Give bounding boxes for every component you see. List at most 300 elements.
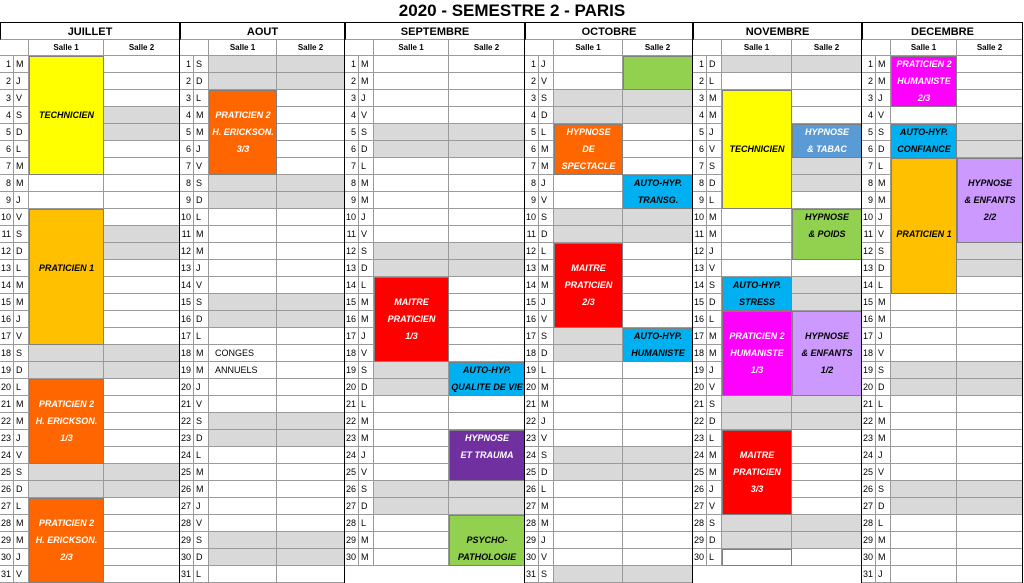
room-1-slot[interactable] [554,73,623,90]
room-2-slot[interactable] [277,141,345,158]
room-1-slot[interactable] [554,328,623,345]
room-2-slot[interactable] [277,464,345,481]
room-2-slot[interactable] [104,260,180,277]
room-1-slot[interactable] [209,209,277,226]
room-1-slot[interactable] [554,226,623,243]
room-1-slot[interactable] [209,430,277,447]
room-1-slot[interactable] [209,379,277,396]
room-2-slot[interactable] [957,243,1023,260]
room-1-slot[interactable] [374,447,449,464]
room-2-slot[interactable] [957,498,1023,515]
room-1-slot[interactable] [374,549,449,566]
room-2-slot[interactable] [277,311,345,328]
room-1-slot[interactable] [374,226,449,243]
room-2-slot[interactable] [449,413,525,430]
room-2-slot[interactable] [449,481,525,498]
day-letter: J [539,413,554,430]
room-2-slot[interactable] [449,124,525,141]
room-2-slot[interactable] [449,226,525,243]
day-number: 10 [862,209,876,226]
room-2-slot[interactable] [623,549,693,566]
room-1-slot[interactable] [891,498,957,515]
room-2-slot[interactable] [277,192,345,209]
room-2-slot[interactable] [104,175,180,192]
room-2-slot[interactable] [623,566,693,583]
room-1-slot[interactable] [891,379,957,396]
room-2-slot[interactable] [104,413,180,430]
room-2-slot[interactable] [792,430,862,447]
room-1-slot[interactable] [891,396,957,413]
room-2-slot[interactable] [792,192,862,209]
room-2-slot[interactable] [792,447,862,464]
room-2-slot[interactable] [957,124,1023,141]
room-1-slot[interactable] [209,294,277,311]
room-2-slot[interactable] [957,328,1023,345]
room-2-slot[interactable] [957,447,1023,464]
room-1-slot[interactable] [209,515,277,532]
room-2-slot[interactable] [792,90,862,107]
room-2-slot[interactable] [792,73,862,90]
room-1-slot[interactable] [554,481,623,498]
room-2-slot[interactable] [277,56,345,73]
room-1-slot[interactable] [209,532,277,549]
room-1-slot[interactable] [891,430,957,447]
room-2-slot[interactable] [623,464,693,481]
room-2-slot[interactable] [104,311,180,328]
room-2-slot[interactable] [104,345,180,362]
room-1-slot[interactable] [891,345,957,362]
room-1-slot[interactable] [209,447,277,464]
room-1-slot[interactable] [374,464,449,481]
room-2-slot[interactable] [277,294,345,311]
room-1-slot[interactable] [374,430,449,447]
room-1-slot[interactable] [209,566,277,583]
room-1-slot[interactable] [374,124,449,141]
day-letter: D [194,311,209,328]
room-2-header: Salle 2 [957,40,1023,56]
room-2-slot[interactable] [277,328,345,345]
room-2-slot[interactable] [957,566,1023,583]
day-number: 14 [693,277,707,294]
room-1-slot[interactable] [374,175,449,192]
room-2-slot[interactable] [449,498,525,515]
room-2-slot[interactable] [104,294,180,311]
room-1-slot[interactable] [891,328,957,345]
room-1-slot[interactable] [891,447,957,464]
room-2-slot[interactable] [277,515,345,532]
room-2-slot[interactable] [623,447,693,464]
room-2-slot[interactable] [449,73,525,90]
room-2-slot[interactable] [104,430,180,447]
room-2-slot[interactable] [957,379,1023,396]
room-2-slot[interactable] [277,226,345,243]
room-2-slot[interactable] [957,73,1023,90]
day-letter: V [539,311,554,328]
room-2-slot[interactable] [449,107,525,124]
room-1-slot[interactable] [554,532,623,549]
room-2-slot[interactable] [449,260,525,277]
room-1-slot[interactable] [722,532,792,549]
room-1-slot[interactable] [554,396,623,413]
room-2-slot[interactable] [277,498,345,515]
room-2-slot[interactable] [957,413,1023,430]
event-block[interactable] [29,209,104,345]
room-2-slot[interactable] [104,158,180,175]
day-number: 12 [0,243,14,260]
room-2-slot[interactable] [449,311,525,328]
room-2-slot[interactable] [623,124,693,141]
room-2-slot[interactable] [957,311,1023,328]
room-1-slot[interactable] [722,226,792,243]
room-1-slot[interactable] [209,549,277,566]
room-2-slot[interactable] [623,515,693,532]
room-1-slot[interactable] [209,481,277,498]
day-letter: L [194,328,209,345]
room-1-slot[interactable] [374,498,449,515]
room-2-slot[interactable] [957,56,1023,73]
room-2-slot[interactable] [449,56,525,73]
room-2-slot[interactable] [449,345,525,362]
room-1-slot[interactable] [722,56,792,73]
room-2-slot[interactable] [104,192,180,209]
room-2-slot[interactable] [792,515,862,532]
room-2-slot[interactable] [104,447,180,464]
room-2-slot[interactable] [104,243,180,260]
room-2-slot[interactable] [449,158,525,175]
room-2-slot[interactable] [957,549,1023,566]
room-1-slot[interactable] [374,192,449,209]
day-number: 24 [862,447,876,464]
room-2-slot[interactable] [104,209,180,226]
room-2-slot[interactable] [277,345,345,362]
room-2-slot[interactable] [449,175,525,192]
room-2-slot[interactable] [623,243,693,260]
event-block[interactable] [722,549,792,566]
day-number: 28 [345,515,359,532]
room-2-slot[interactable] [277,90,345,107]
event-label: & ENFANTS [964,195,1016,205]
day-number: 27 [862,498,876,515]
day-number: 10 [0,209,14,226]
room-2-slot[interactable] [792,396,862,413]
room-1-slot[interactable] [29,175,104,192]
room-2-slot[interactable] [623,226,693,243]
room-2-slot[interactable] [277,379,345,396]
room-2-slot[interactable] [104,362,180,379]
room-2-slot[interactable] [792,464,862,481]
room-2-slot[interactable] [104,277,180,294]
room-1-slot[interactable] [209,175,277,192]
day-letter: L [707,311,722,328]
room-2-slot[interactable] [449,243,525,260]
room-1-slot[interactable] [554,549,623,566]
room-1-slot[interactable] [722,209,792,226]
month-separator [1022,22,1023,583]
room-2-slot[interactable] [449,90,525,107]
room-1-slot[interactable] [554,430,623,447]
room-1-slot[interactable] [209,243,277,260]
room-2-slot[interactable] [957,90,1023,107]
room-2-slot[interactable] [449,209,525,226]
room-1-slot[interactable] [554,192,623,209]
room-2-slot[interactable] [277,73,345,90]
room-1-slot[interactable] [374,209,449,226]
room-1-slot[interactable] [29,192,104,209]
room-1-slot[interactable] [554,209,623,226]
room-1-slot[interactable] [374,515,449,532]
room-2-slot[interactable] [792,294,862,311]
room-1-slot[interactable] [374,362,449,379]
room-1-slot[interactable] [722,260,792,277]
room-2-slot[interactable] [104,107,180,124]
room-1-slot[interactable] [374,243,449,260]
room-2-slot[interactable] [623,396,693,413]
room-1-slot[interactable] [374,158,449,175]
room-2-slot[interactable] [104,141,180,158]
room-2-slot[interactable] [277,277,345,294]
room-2-slot[interactable] [623,260,693,277]
room-2-slot[interactable] [277,396,345,413]
room-2-slot[interactable] [623,362,693,379]
room-2-slot[interactable] [792,413,862,430]
day-number: 19 [525,362,539,379]
room-1-slot[interactable] [29,481,104,498]
room-2-slot[interactable] [104,328,180,345]
day-number: 11 [180,226,194,243]
room-2-slot[interactable] [104,498,180,515]
room-1-slot[interactable] [374,379,449,396]
room-1-slot[interactable] [209,498,277,515]
room-2-slot[interactable] [104,481,180,498]
room-1-slot[interactable] [722,515,792,532]
room-2-slot[interactable] [449,396,525,413]
room-1-slot[interactable] [209,396,277,413]
room-2-slot[interactable] [277,243,345,260]
room-2-slot[interactable] [277,481,345,498]
room-1-slot[interactable] [29,362,104,379]
day-letter: J [14,549,29,566]
room-2-slot[interactable] [449,277,525,294]
room-1-slot[interactable] [209,311,277,328]
room-2-slot[interactable] [623,209,693,226]
room-2-slot[interactable] [792,481,862,498]
room-2-slot[interactable] [277,209,345,226]
event-label: TECHNICIEN [38,110,94,120]
day-letter: D [707,532,722,549]
room-1-slot[interactable] [891,107,957,124]
room-2-slot[interactable] [104,464,180,481]
room-2-slot[interactable] [104,549,180,566]
room-2-slot[interactable] [792,56,862,73]
room-2-slot[interactable] [449,192,525,209]
room-1-slot[interactable] [374,90,449,107]
room-1-slot[interactable] [209,260,277,277]
room-1-slot[interactable] [554,56,623,73]
room-2-slot[interactable] [277,124,345,141]
room-1-slot[interactable] [554,515,623,532]
room-2-slot[interactable] [623,107,693,124]
room-1-slot[interactable] [554,175,623,192]
event-label: & ENFANTS [801,348,853,358]
room-2-slot[interactable] [792,277,862,294]
day-number: 21 [525,396,539,413]
room-1-slot[interactable] [209,413,277,430]
room-2-slot[interactable] [792,107,862,124]
day-letter: S [707,158,722,175]
room-1-slot[interactable] [891,481,957,498]
room-2-slot[interactable] [957,277,1023,294]
room-2-slot[interactable] [449,294,525,311]
room-1-slot[interactable] [891,515,957,532]
month-header-octobre: OCTOBRE [525,22,693,40]
room-2-slot[interactable] [277,532,345,549]
room-2-slot[interactable] [277,362,345,379]
room-2-slot[interactable] [449,141,525,158]
room-2-slot[interactable] [104,396,180,413]
room-1-slot[interactable] [209,226,277,243]
room-2-slot[interactable] [104,515,180,532]
room-1-slot[interactable] [891,566,957,583]
room-1-slot[interactable] [722,73,792,90]
room-2-slot[interactable] [957,362,1023,379]
room-2-slot[interactable] [623,379,693,396]
room-2-slot[interactable] [623,141,693,158]
room-2-slot[interactable] [957,515,1023,532]
room-1-slot[interactable] [891,362,957,379]
day-number: 15 [345,294,359,311]
room-2-slot[interactable] [623,481,693,498]
room-2-slot[interactable] [104,566,180,583]
room-2-slot[interactable] [277,158,345,175]
room-1-slot[interactable] [891,532,957,549]
day-number: 18 [693,345,707,362]
room-1-slot[interactable] [209,56,277,73]
room-1-slot[interactable] [374,481,449,498]
room-1-slot[interactable] [891,549,957,566]
room-2-slot[interactable] [623,532,693,549]
room-1-slot[interactable] [374,141,449,158]
room-1-slot[interactable] [891,311,957,328]
room-2-slot[interactable] [792,549,862,566]
room-2-slot[interactable] [104,56,180,73]
room-2-slot[interactable] [957,107,1023,124]
room-2-slot[interactable] [623,277,693,294]
room-2-slot[interactable] [277,175,345,192]
room-2-slot[interactable] [277,107,345,124]
room-1-slot[interactable] [374,396,449,413]
room-2-slot[interactable] [623,498,693,515]
room-1-header: Salle 1 [209,40,277,56]
room-1-slot[interactable] [554,447,623,464]
room-1-slot[interactable] [209,277,277,294]
room-1-slot[interactable] [554,566,623,583]
room-2-slot[interactable] [623,90,693,107]
day-number: 16 [693,311,707,328]
room-2-slot[interactable] [957,345,1023,362]
room-2-slot[interactable] [623,311,693,328]
room-2-slot[interactable] [792,498,862,515]
room-1-slot[interactable] [374,413,449,430]
day-number: 5 [693,124,707,141]
room-2-slot[interactable] [957,464,1023,481]
room-1-slot[interactable] [374,56,449,73]
room-2-slot[interactable] [449,328,525,345]
room-1-slot[interactable] [891,294,957,311]
room-1-slot[interactable] [554,107,623,124]
room-1-slot[interactable] [374,107,449,124]
room-2-slot[interactable] [277,566,345,583]
event-label: DE [582,144,595,154]
day-number: 21 [693,396,707,413]
room-1-slot[interactable] [554,90,623,107]
room-1-slot[interactable] [891,464,957,481]
room-1-slot[interactable] [554,379,623,396]
room-2-slot[interactable] [623,430,693,447]
room-1-slot[interactable] [722,243,792,260]
room-1-slot[interactable] [722,413,792,430]
day-letter: J [539,56,554,73]
room-2-slot[interactable] [623,413,693,430]
room-1-slot[interactable] [554,413,623,430]
room-1-slot[interactable] [722,396,792,413]
room-2-slot[interactable] [792,532,862,549]
room-2-slot[interactable] [957,430,1023,447]
room-2-slot[interactable] [277,260,345,277]
room-1-slot[interactable] [374,73,449,90]
room-1-slot[interactable] [209,464,277,481]
room-1-slot[interactable] [554,464,623,481]
room-2-slot[interactable] [792,158,862,175]
room-1-slot[interactable] [554,362,623,379]
room-2-slot[interactable] [957,260,1023,277]
room-2-slot[interactable] [104,532,180,549]
room-1-slot[interactable] [554,345,623,362]
room-2-slot[interactable] [104,226,180,243]
room-1-slot[interactable] [209,73,277,90]
room-1-slot[interactable] [374,532,449,549]
room-2-slot[interactable] [957,294,1023,311]
event-block[interactable] [623,56,693,90]
day-number: 22 [862,413,876,430]
day-letter: M [707,209,722,226]
room-2-slot[interactable] [277,447,345,464]
room-2-slot[interactable] [277,549,345,566]
room-2-slot[interactable] [957,396,1023,413]
room-1-slot[interactable] [29,345,104,362]
room-1-slot[interactable] [554,498,623,515]
room-2-slot[interactable] [957,141,1023,158]
room-1-slot[interactable] [891,413,957,430]
room-2-slot[interactable] [104,124,180,141]
room-1-slot[interactable] [209,192,277,209]
room-2-slot[interactable] [957,532,1023,549]
room-2-slot[interactable] [104,379,180,396]
room-2-slot[interactable] [623,294,693,311]
month-header-novembre: NOVEMBRE [693,22,862,40]
room-2-slot[interactable] [277,413,345,430]
room-2-slot[interactable] [277,430,345,447]
room-1-slot[interactable] [374,260,449,277]
room-2-slot[interactable] [104,73,180,90]
day-number: 2 [345,73,359,90]
room-2-slot[interactable] [623,158,693,175]
room-2-slot[interactable] [792,175,862,192]
room-2-slot[interactable] [957,481,1023,498]
room-1-slot[interactable] [29,464,104,481]
room-2-slot[interactable] [792,260,862,277]
room-1-slot[interactable] [209,328,277,345]
room-2-slot[interactable] [104,90,180,107]
